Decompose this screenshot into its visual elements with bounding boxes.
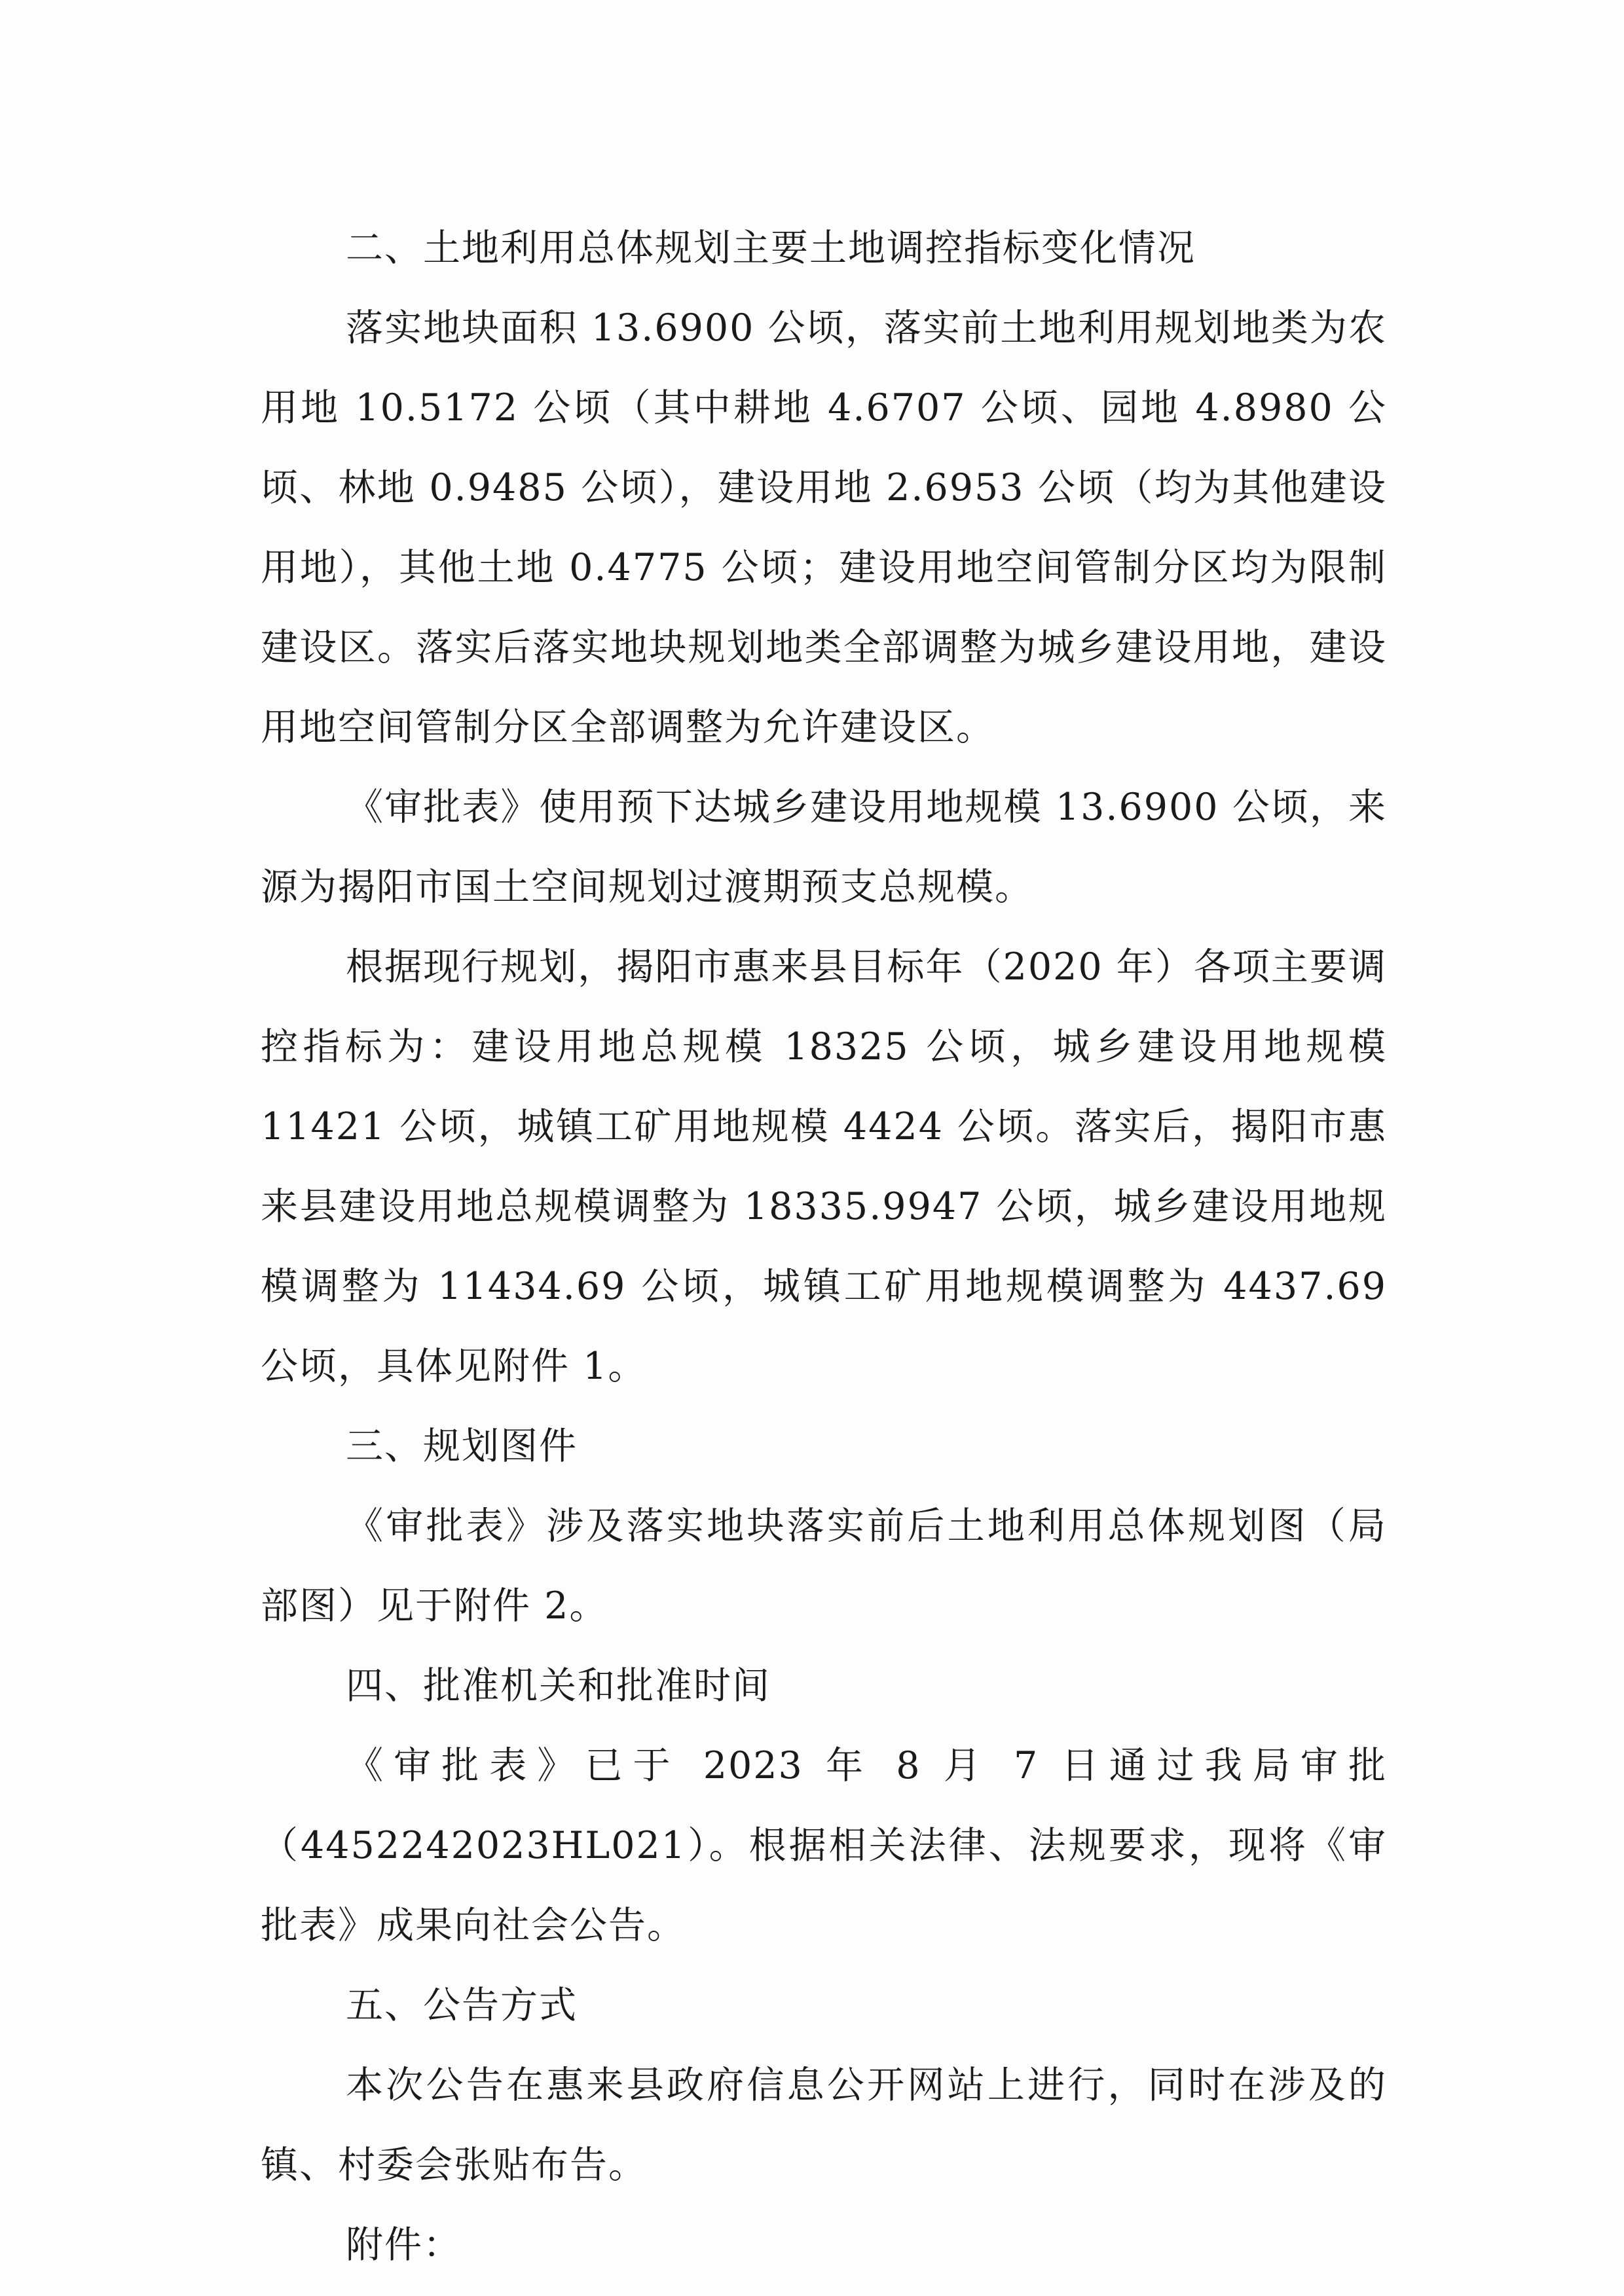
section-heading-indicators: 二、土地利用总体规划主要土地调控指标变化情况 <box>346 227 1196 270</box>
paragraph-plan-maps: 《审批表》涉及落实地块落实前后土地利用总体规划图（局部图）见于附件 2。 <box>261 1504 1387 1628</box>
paragraph-approval: 《审批表》已于 2023 年 8 月 7 日通过我局审批（4452242023HL021）。根据相关法律、法规要求，现将《审批表》成果向社会公告。 <box>261 1744 1387 1947</box>
document-body <box>261 208 1387 2285</box>
paragraph-scale-source: 《审批表》使用预下达城乡建设用地规模 13.6900 公顷，来源为揭阳市国土空间规划过渡期预支总规模。 <box>261 786 1387 909</box>
section-heading-announcement-method: 五、公告方式 <box>346 1984 578 2027</box>
paragraph-attachments-label: 附件： <box>346 2223 462 2267</box>
section-heading-approval: 四、批准机关和批准时间 <box>346 1664 771 1707</box>
paragraph-announcement-method: 本次公告在惠来县政府信息公开网站上进行，同时在涉及的镇、村委会张贴布告。 <box>261 2064 1387 2187</box>
paragraph-current-plan: 根据现行规划，揭阳市惠来县目标年（2020 年）各项主要调控指标为：建设用地总规模 18325 公顷，城乡建设用地规模 11421 公顷，城镇工矿用地规模 4424 公顷。落实后，揭阳市惠来县建设用地总规模调整为 18335.9947 公顷，城乡建设用地规模调整为 11434.69 公顷，城镇工矿用地规模调整为 4437.69 公顷，具体见附件 1。 <box>261 945 1387 1388</box>
section-heading-plan-maps: 三、规划图件 <box>346 1425 578 1468</box>
paragraph-land-area: 落实地块面积 13.6900 公顷，落实前土地利用规划地类为农用地 10.5172 公顷（其中耕地 4.6707 公顷、园地 4.8980 公顷、林地 0.9485 公顷），建设用地 2.6953 公顷（均为其他建设用地），其他土地 0.4775 公顷；建设用地空间管制分区均为限制建设区。落实后落实地块规划地类全部调整为城乡建设用地，建设用地空间管制分区全部调整为允许建设区。 <box>261 306 1387 749</box>
